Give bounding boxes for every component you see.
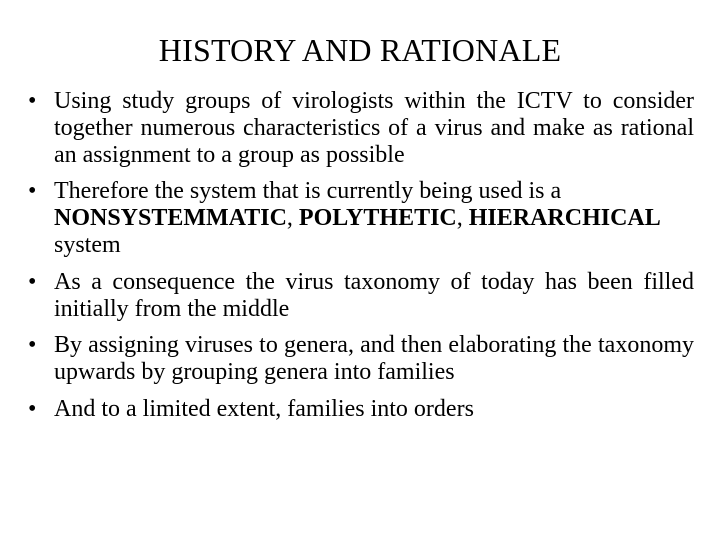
bullet-text-suffix: system bbox=[54, 231, 121, 258]
bullet-text-prefix: Therefore the system that is currently being used is a bbox=[54, 178, 562, 205]
separator: , bbox=[456, 205, 469, 232]
bullet-text: By assigning viruses to genera, and then elaborating the taxonomy upwards by grouping genera into families bbox=[54, 332, 694, 386]
separator: , bbox=[286, 205, 299, 232]
bullet-item-assigning-viruses bbox=[26, 332, 694, 386]
bullet-list bbox=[26, 88, 694, 433]
bold-term-polythetic: POLYTHETIC bbox=[298, 205, 457, 232]
bold-term-nonsystemmatic: NONSYSTEMMATIC bbox=[54, 205, 287, 232]
bullet-item-system-type bbox=[26, 178, 694, 258]
bullet-item-families-orders bbox=[26, 396, 694, 423]
bullet-item-consequence bbox=[26, 269, 694, 323]
slide-title: HISTORY AND RATIONALE bbox=[158, 32, 562, 68]
bullet-item-study-groups bbox=[26, 88, 694, 168]
bold-term-hierarchical: HIERARCHICAL bbox=[468, 205, 661, 232]
bullet-text: As a consequence the virus taxonomy of today has been filled initially from the middle bbox=[54, 268, 694, 322]
bullet-text: And to a limited extent, families into orders bbox=[54, 395, 474, 422]
bullet-text: Using study groups of virologists within the ICTV to consider together numerous characteristics of a virus and make as rational an assignment to a group as possible bbox=[54, 88, 694, 168]
